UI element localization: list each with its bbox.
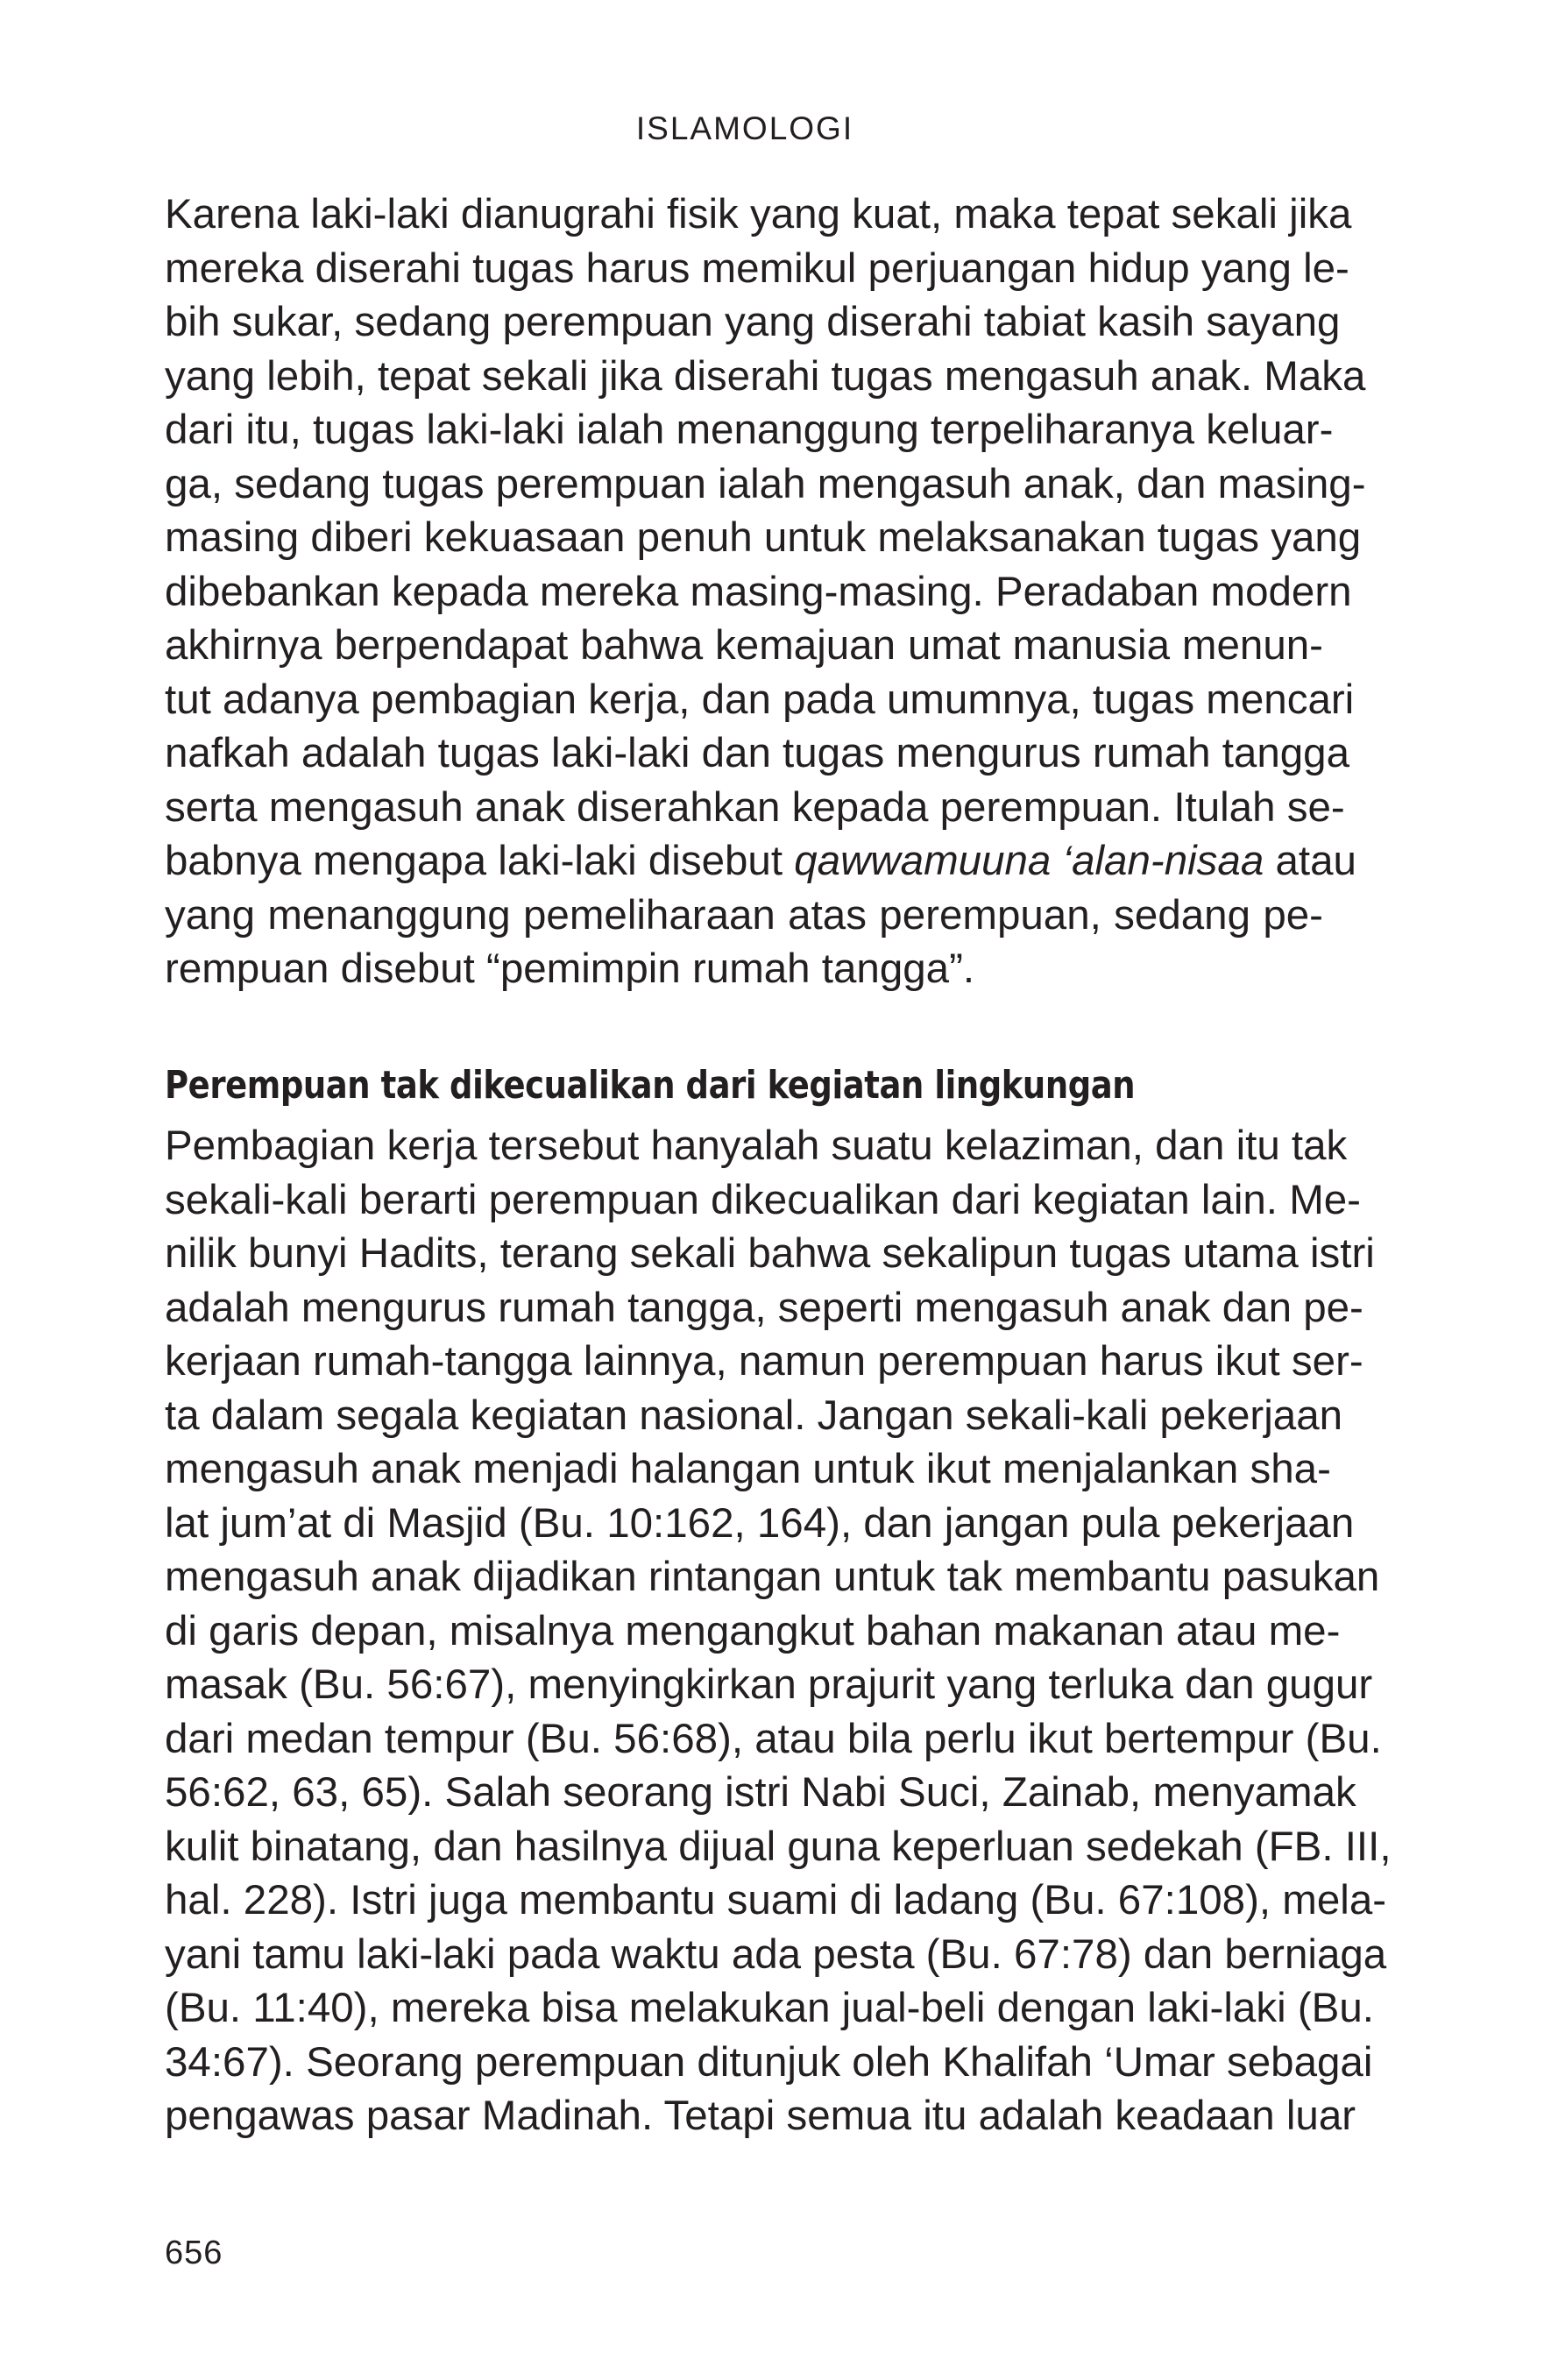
text-line: masak (Bu. 56:67), menyingkirkan prajurit yang terluka dan gugur bbox=[165, 1661, 1373, 1708]
text-line: bih sukar, sedang perempuan yang diserahi tabiat kasih sayang bbox=[165, 299, 1341, 345]
text-line: yang lebih, tepat sekali jika diserahi tugas mengasuh anak. Maka bbox=[165, 352, 1366, 400]
text-line: lat jum’at di Masjid (Bu. 10:162, 164), dan jangan pula pekerjaan bbox=[165, 1499, 1355, 1547]
text-line: 34:67). Seorang perempuan ditunjuk oleh Khalifah ‘Umar sebagai bbox=[165, 2038, 1373, 2086]
text-line: ga, sedang tugas perempuan ialah mengasuh anak, dan masing- bbox=[165, 460, 1366, 507]
paragraph-1 bbox=[165, 188, 1366, 996]
text-line: ta dalam segala kegiatan nasional. Jangan sekali-kali pekerjaan bbox=[165, 1392, 1343, 1439]
text-line: hal. 228). Istri juga membantu suami di ladang (Bu. 67:108), mela- bbox=[165, 1877, 1387, 1923]
section-heading: Perempuan tak dikecualikan dari kegiatan lingkungan bbox=[165, 1063, 1136, 1108]
text-line: mengasuh anak menjadi halangan untuk ikut menjalankan sha- bbox=[165, 1446, 1331, 1492]
text-segment: atau bbox=[1264, 838, 1356, 884]
text-line: yani tamu laki-laki pada waktu ada pesta (Bu. 67:78) dan berniaga bbox=[165, 1930, 1387, 1978]
text-line: nafkah adalah tugas laki-laki dan tugas mengurus rumah tangga bbox=[165, 730, 1349, 776]
page-number: 656 bbox=[165, 2235, 223, 2271]
text-line: di garis depan, misalnya mengangkut bahan makanan atau me- bbox=[165, 1607, 1341, 1654]
text-line: Pembagian kerja tersebut hanyalah suatu kelaziman, dan itu tak bbox=[165, 1123, 1348, 1169]
text-line: dari itu, tugas laki-laki ialah menanggung terpeliharanya keluar- bbox=[165, 407, 1334, 453]
text-line: (Bu. 11:40), mereka bisa melakukan jual-beli dengan laki-laki (Bu. bbox=[165, 1985, 1374, 2031]
text-line: kulit binatang, dan hasilnya dijual guna keperluan sedekah (FB. III, bbox=[165, 1823, 1392, 1870]
text-line: dibebankan kepada mereka masing-masing. Peradaban modern bbox=[165, 568, 1352, 615]
text-line: akhirnya berpendapat bahwa kemajuan umat manusia menun- bbox=[165, 622, 1323, 669]
text-line-with-italic bbox=[165, 834, 1356, 889]
text-line: mengasuh anak dijadikan rintangan untuk tak membantu pasukan bbox=[165, 1554, 1380, 1600]
text-line: mereka diserahi tugas harus memikul perjuangan hidup yang le- bbox=[165, 244, 1349, 292]
text-line: tut adanya pembagian kerja, dan pada umumnya, tugas mencari bbox=[165, 676, 1355, 723]
text-line: nilik bunyi Hadits, terang sekali bahwa sekalipun tugas utama istri bbox=[165, 1230, 1375, 1277]
text-line: adalah mengurus rumah tangga, seperti mengasuh anak dan pe- bbox=[165, 1284, 1363, 1331]
text-line: yang menanggung pemeliharaan atas perempuan, sedang pe- bbox=[165, 891, 1323, 939]
text-line: kerjaan rumah-tangga lainnya, namun perempuan harus ikut ser- bbox=[165, 1338, 1363, 1385]
text-line: 56:62, 63, 65). Salah seorang istri Nabi Suci, Zainab, menyamak bbox=[165, 1769, 1356, 1816]
text-line: sekali-kali berarti perempuan dikecualikan dari kegiatan lain. Me- bbox=[165, 1176, 1361, 1223]
text-line: masing diberi kekuasaan penuh untuk melaksanakan tugas yang bbox=[165, 514, 1362, 561]
text-line: rempuan disebut “pemimpin rumah tangga”. bbox=[165, 946, 975, 992]
text-line: dari medan tempur (Bu. 56:68), atau bila perlu ikut bertempur (Bu. bbox=[165, 1715, 1382, 1762]
text-segment: babnya mengapa laki-laki disebut bbox=[165, 838, 795, 884]
text-line: pengawas pasar Madinah. Tetapi semua itu adalah keadaan luar bbox=[165, 2093, 1356, 2139]
text-line: serta mengasuh anak diserahkan kepada perempuan. Itulah se- bbox=[165, 783, 1345, 831]
italic-term: qawwamuuna ‘alan-nisaa bbox=[794, 838, 1264, 884]
running-head: ISLAMOLOGI bbox=[635, 110, 854, 146]
text-line: Karena laki-laki dianugrahi fisik yang kuat, maka tepat sekali jika bbox=[165, 191, 1352, 237]
paragraph-2 bbox=[165, 1119, 1392, 2143]
